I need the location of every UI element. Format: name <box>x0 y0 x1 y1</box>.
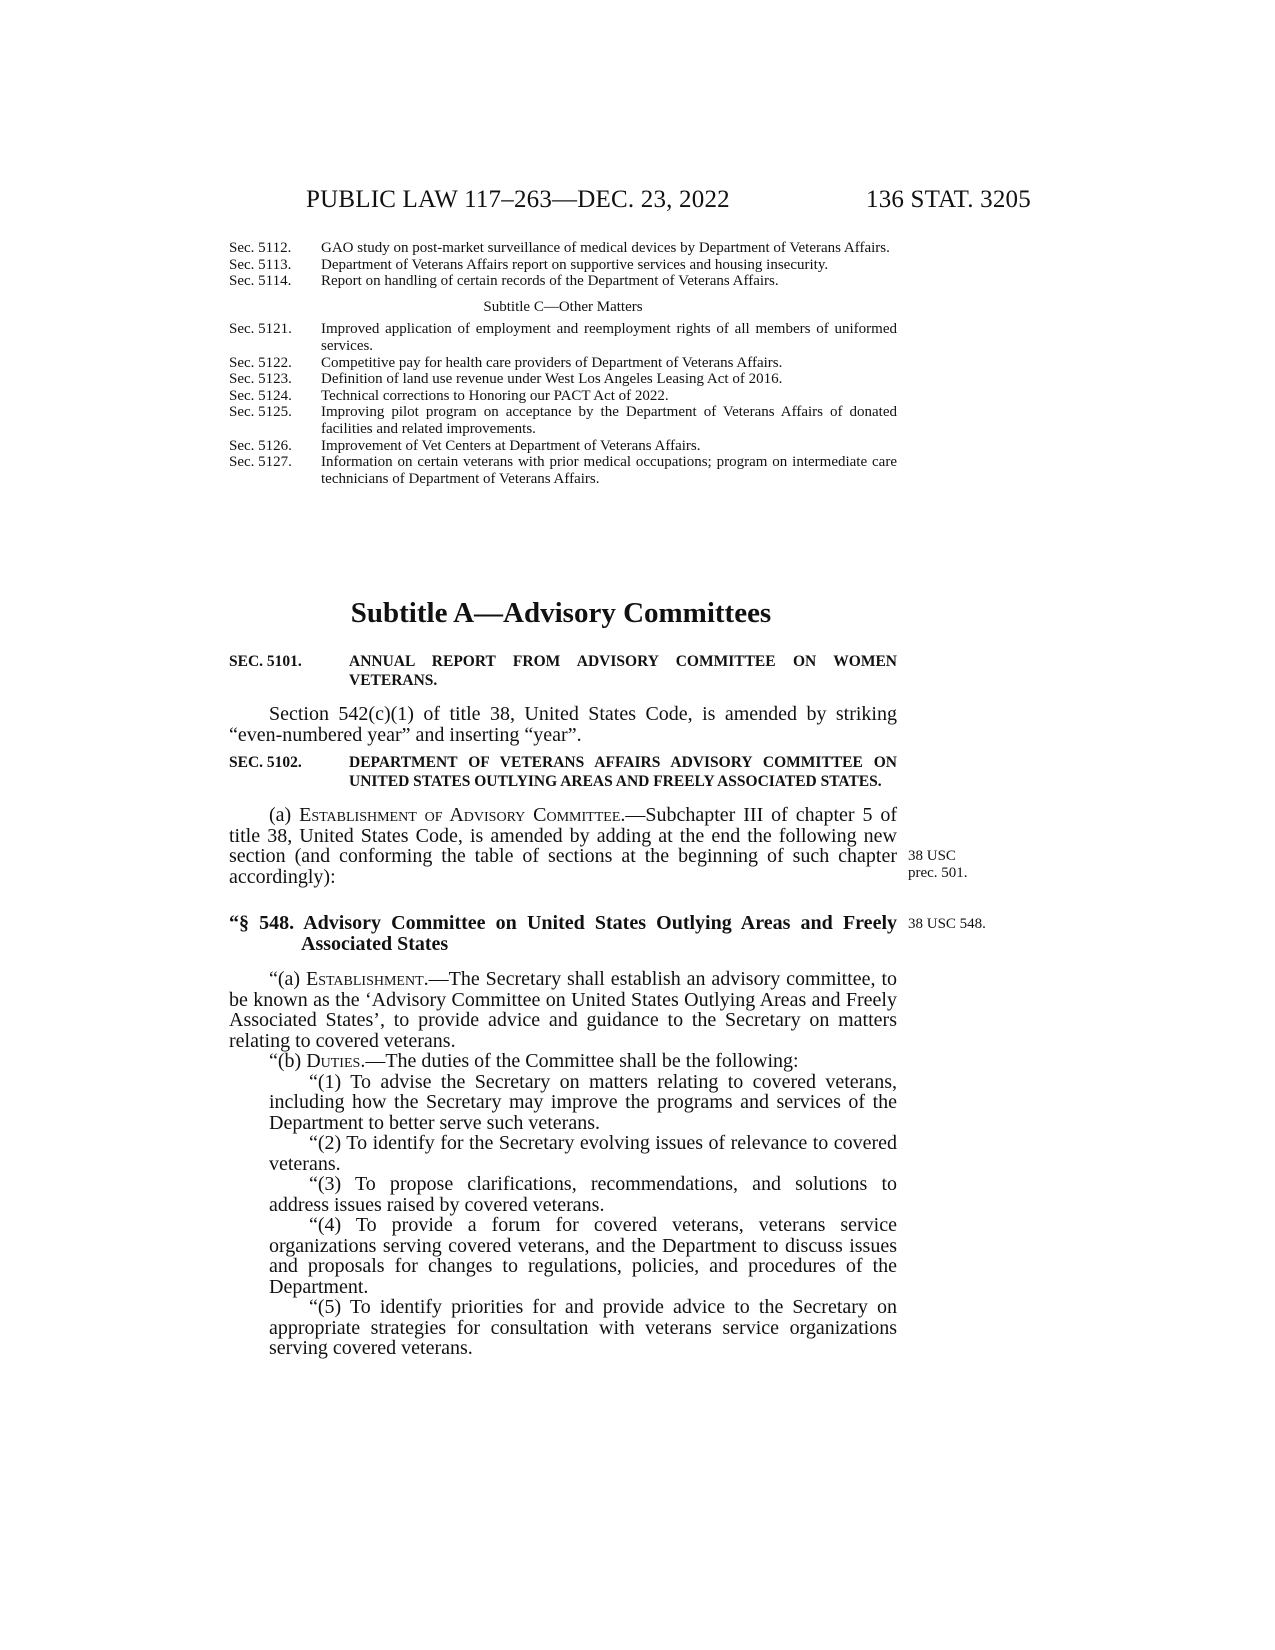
toc-item: Sec. 5127. Information on certain veterans with prior medical occupations; program on intermediate care technicians of Department of Veterans Affairs. <box>229 454 897 487</box>
toc-item: Sec. 5112. GAO study on post-market surveillance of medical devices by Department of Veterans Affairs. <box>229 240 890 256</box>
toc-item: Sec. 5122. Competitive pay for health care providers of Department of Veterans Affairs. <box>229 354 783 371</box>
sec-5101-heading: SEC. 5101. ANNUAL REPORT FROM ADVISORY COMMITTEE ON WOMEN VETERANS. <box>229 653 897 689</box>
table-of-contents <box>229 240 897 487</box>
sec-5102-heading: SEC. 5102. DEPARTMENT OF VETERANS AFFAIRS ADVISORY COMMITTEE ON UNITED STATES OUTLYING AREAS AND FREELY ASSOCIATED STATES. <box>229 754 897 790</box>
toc-item: Sec. 5123. Definition of land use revenue under West Los Angeles Leasing Act of 2016. <box>229 371 783 388</box>
toc-item: Sec. 5121. Improved application of employment and reemployment rights of all members of uniformed services. <box>229 321 897 354</box>
duty-item: “(2) To identify for the Secretary evolving issues of relevance to covered veterans. <box>269 1132 897 1175</box>
toc-item: Sec. 5125. Improving pilot program on acceptance by the Department of Veterans Affairs of donated facilities and related improvements. <box>229 404 897 437</box>
sec-5102 <box>229 753 897 887</box>
duty-item: “(5) To identify priorities for and provide advice to the Secretary on appropriate strategies for consultation with veterans service organizations serving covered veterans. <box>269 1296 897 1359</box>
duty-item: “(3) To propose clarifications, recommendations, and solutions to address issues raised by covered veterans. <box>269 1173 897 1216</box>
sec-548-a: “(a) Establishment.—The Secretary shall establish an advisory committee, to be known as the ‘Advisory Committee on United States Outlying Areas and Freely Associated States’, to provide advice and guidance to the Secretary on matters relating to covered veterans. <box>229 968 898 1052</box>
margin-note-usc-prec-501: 38 USC prec. 501. <box>908 848 968 881</box>
sec-5101 <box>229 652 897 745</box>
duty-item: “(1) To advise the Secretary on matters relating to covered veterans, including how the Secretary may improve the programs and services of the Department to better serve such veterans. <box>269 1070 897 1134</box>
margin-note-usc-548: 38 USC 548. <box>908 916 986 932</box>
sec-548 <box>229 913 897 1359</box>
toc-item: Sec. 5126. Improvement of Vet Centers at Department of Veterans Affairs. <box>229 437 701 454</box>
running-header-left: PUBLIC LAW 117–263—DEC. 23, 2022 <box>306 186 730 213</box>
toc-item: Sec. 5114. Report on handling of certain records of the Department of Veterans Affairs. <box>229 273 779 290</box>
sec-5101-text: Section 542(c)(1) of title 38, United States Code, is amended by striking “even-numbered year” and inserting “year”. <box>229 703 897 746</box>
toc-subtitle-c: Subtitle C—Other Matters <box>483 298 643 315</box>
sec-548-b: “(b) Duties.—The duties of the Committee shall be the following: <box>269 1050 799 1072</box>
toc-item: Sec. 5124. Technical corrections to Honoring our PACT Act of 2022. <box>229 387 669 404</box>
toc-item: Sec. 5113. Department of Veterans Affairs report on supportive services and housing insecurity. <box>229 256 829 273</box>
duty-item: “(4) To provide a forum for covered veterans, veterans service organizations serving covered veterans, and the Department to discuss issues and proposals for changes to regulations, policies, and procedures of the Department. <box>269 1214 897 1298</box>
page-stat-number: 136 STAT. 3205 <box>866 186 1031 213</box>
sec-5102-a: (a) Establishment of Advisory Committee.—Subchapter III of chapter 5 of title 38, United States Code, is amended by adding at the end the following new section (and conforming the table of sections at the beginning of such chapter accordingly): <box>229 804 897 888</box>
subtitle-a-heading: Subtitle A—Advisory Committees <box>350 597 772 629</box>
sec-548-heading: “§ 548. Advisory Committee on United States Outlying Areas and Freely Associated States <box>229 912 897 955</box>
